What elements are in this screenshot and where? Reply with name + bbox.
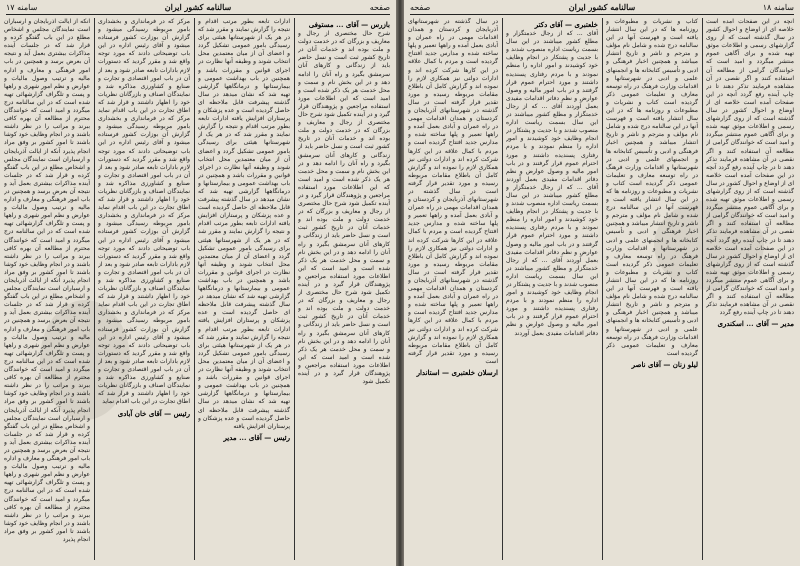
column-subheading: لیلو زنان — آقای ناصر — [631, 359, 698, 369]
column-subheading: رئیس — آقای ... مدیر — [223, 432, 290, 442]
right-header-title: سالنامه کشور ایران — [568, 2, 636, 12]
column-subheading: خلعتبری — آقای دکتر — [534, 20, 598, 29]
right-header-label: صفحه — [410, 3, 431, 12]
column-text: شرح حال مختصری از رجال و معاریف و بزرگان که در خدمت دولت و ملت بوده اند و خدمات آنان در تاریخ کشور ثبت است و نسل حاضر باید از زندگانی و کارهای آنان سرمشق بگیرد و راه آنان را ادامه دهد و در این بخش نام و سمت و محل خدمت هر یک ذکر شده است و امید است که این اطلاعات مورد استفاده مراجعین و پژوهندگان قرار گیرد و در آینده تکمیل شود شرح حال مختصری از رجال و معاریف و بزرگان که در خدمت دولت و ملت بوده اند و خدمات آنان در تاریخ کشور ثبت است و نسل حاضر باید از زندگانی و کارهای آنان سرمشق بگیرد و راه آنان را ادامه دهد و در این بخش نام و سمت و محل خدمت هر یک ذکر شده است و امید است که این اطلاعات مورد استفاده مراجعین و پژوهندگان قرار گیرد و در آینده تکمیل شود شرح حال مختصری از رجال و معاریف و بزرگان که در خدمت دولت و ملت بوده اند و خدمات آنان در تاریخ کشور ثبت است و نسل حاضر باید از زندگانی و کارهای آنان سرمشق بگیرد و راه آنان را ادامه دهد و در این بخش نام و سمت و محل خدمت هر یک ذکر شده است و امید است که این اطلاعات مورد استفاده مراجعین و پژوهندگان قرار گیرد و در آینده تکمیل شود شرح حال مختصری از رجال و معاریف و بزرگان که در خدمت دولت و ملت بوده اند و خدمات آنان در تاریخ کشور ثبت است و نسل حاضر باید از زندگانی و کارهای آنان سرمشق بگیرد و راه آنان را ادامه دهد و در این بخش نام و سمت و محل خدمت هر یک ذکر شده است و امید است که این اطلاعات مورد استفاده مراجعین و پژوهندگان قرار گیرد و در آینده تکمیل شود — [298, 30, 390, 386]
right-header-page-number: سامنه ۱۸ — [762, 3, 794, 12]
left-column-2 — [98, 18, 190, 560]
column-text: آنکه از ایالت آذربایجان و ارسباران است نمایندگان مجلس و اشخاص مطلع در این باب گفتگو کرده و قرار شد که در جلسات آینده مذاکرات بیشتری بعمل آید و نتیجه آن بعرض برسد و همچنین در باب امور فرهنگی و معارف و اداره مالیه و ترتیب وصول مالیات و عوارض و نظم امور شهری و راهها و پست و تلگراف گزارشهائی تهیه شده است که در این سالنامه درج میگردد و امید است که خوانندگان محترم از مطالعه آن بهره کافی ببرند و مراتب را در نظر داشته باشند و در انجام وظایف خود کوشا باشند تا امور کشور بر وفق مراد انجام پذیرد آنکه از ایالت آذربایجان و ارسباران است نمایندگان مجلس و اشخاص مطلع در این باب گفتگو کرده و قرار شد که در جلسات آینده مذاکرات بیشتری بعمل آید و نتیجه آن بعرض برسد و همچنین در باب امور فرهنگی و معارف و اداره مالیه و ترتیب وصول مالیات و عوارض و نظم امور شهری و راهها و پست و تلگراف گزارشهائی تهیه شده است که در این سالنامه درج میگردد و امید است که خوانندگان محترم از مطالعه آن بهره کافی ببرند و مراتب را در نظر داشته باشند و در انجام وظایف خود کوشا باشند تا امور کشور بر وفق مراد انجام پذیرد آنکه از ایالت آذربایجان و ارسباران است نمایندگان مجلس و اشخاص مطلع در این باب گفتگو کرده و قرار شد که در جلسات آینده مذاکرات بیشتری بعمل آید و نتیجه آن بعرض برسد و همچنین در باب امور فرهنگی و معارف و اداره مالیه و ترتیب وصول مالیات و عوارض و نظم امور شهری و راهها و پست و تلگراف گزارشهائی تهیه شده است که در این سالنامه درج میگردد و امید است که خوانندگان محترم از مطالعه آن بهره کافی ببرند و مراتب را در نظر داشته باشند و در انجام وظایف خود کوشا باشند تا امور کشور بر وفق مراد انجام پذیرد آنکه از ایالت آذربایجان و ارسباران است نمایندگان مجلس و اشخاص مطلع در این باب گفتگو کرده و قرار شد که در جلسات آینده مذاکرات بیشتری بعمل آید و نتیجه آن بعرض برسد و همچنین در باب امور فرهنگی و معارف و اداره مالیه و ترتیب وصول مالیات و عوارض و نظم امور شهری و راهها و پست و تلگراف گزارشهائی تهیه شده است که در این سالنامه درج میگردد و امید است که خوانندگان محترم از مطالعه آن بهره کافی ببرند و مراتب را در نظر داشته باشند و در انجام وظایف خود کوشا باشند تا امور کشور بر وفق مراد انجام پذیرد — [4, 18, 90, 543]
book-gutter — [396, 0, 404, 566]
left-page — [0, 0, 396, 566]
column-subheading: بازرس — آقای ... مستوفی — [308, 20, 390, 29]
column-text: ادارات تابعه بطور مرتب اقدام و نتیجه را گزارش نمایند و مقرر شد که در هر یک از شهرستانها هیئتی برای رسیدگی بامور عمومی تشکیل گردد و اعضای آن از میان معتمدین محل انتخاب شوند و وظیفه آنها نظارت در اجرای قوانین و مقررات باشد و همچنین در باب بهداشت عمومی و بیمارستانها و درمانگاهها گزارشی تهیه شد که نشان میدهد در سال گذشته پیشرفت قابل ملاحظه ای حاصل گردیده است و عده پزشکان و پرستاران افزایش یافته ادارات تابعه بطور مرتب اقدام و نتیجه را گزارش نمایند و مقرر شد که در هر یک از شهرستانها هیئتی برای رسیدگی بامور عمومی تشکیل گردد و اعضای آن از میان معتمدین محل انتخاب شوند و وظیفه آنها نظارت در اجرای قوانین و مقررات باشد و همچنین در باب بهداشت عمومی و بیمارستانها و درمانگاهها گزارشی تهیه شد که نشان میدهد در سال گذشته پیشرفت قابل ملاحظه ای حاصل گردیده است و عده پزشکان و پرستاران افزایش یافته ادارات تابعه بطور مرتب اقدام و نتیجه را گزارش نمایند و مقرر شد که در هر یک از شهرستانها هیئتی برای رسیدگی بامور عمومی تشکیل گردد و اعضای آن از میان معتمدین محل انتخاب شوند و وظیفه آنها نظارت در اجرای قوانین و مقررات باشد و همچنین در باب بهداشت عمومی و بیمارستانها و درمانگاهها گزارشی تهیه شد که نشان میدهد در سال گذشته پیشرفت قابل ملاحظه ای حاصل گردیده است و عده پزشکان و پرستاران افزایش یافته ادارات تابعه بطور مرتب اقدام و نتیجه را گزارش نمایند و مقرر شد که در هر یک از شهرستانها هیئتی برای رسیدگی بامور عمومی تشکیل گردد و اعضای آن از میان معتمدین محل انتخاب شوند و وظیفه آنها نظارت در اجرای قوانین و مقررات باشد و همچنین در باب بهداشت عمومی و بیمارستانها و درمانگاهها گزارشی تهیه شد که نشان میدهد در سال گذشته پیشرفت قابل ملاحظه ای حاصل گردیده است و عده پزشکان و پرستاران افزایش یافته — [198, 18, 290, 430]
column-divider — [502, 18, 503, 560]
column-subheading: مدیر — آقای ... اسکندری — [717, 319, 794, 329]
right-page — [404, 0, 800, 566]
column-subheading: رئیس — آقای خان آبادی — [117, 408, 190, 418]
right-column-4 — [706, 18, 794, 560]
column-divider — [294, 18, 295, 560]
column-text: آقای ... که از رجال خدمتگزار و مطلع کشور میباشند در این سال بسمت ریاست اداره منصوب شدند و با جدیت و پشتکار در انجام وظایف خود کوشیدند و امور اداره را منظم نمودند و با مردم رفتاری پسندیده داشتند و مورد احترام عموم قرار گرفتند و در باب امور مالیه و وصول عوارض و نظم دفاتر اقدامات مفیدی بعمل آوردند آقای ... که از رجال خدمتگزار و مطلع کشور میباشند در این سال بسمت ریاست اداره منصوب شدند و با جدیت و پشتکار در انجام وظایف خود کوشیدند و امور اداره را منظم نمودند و با مردم رفتاری پسندیده داشتند و مورد احترام عموم قرار گرفتند و در باب امور مالیه و وصول عوارض و نظم دفاتر اقدامات مفیدی بعمل آوردند آقای ... که از رجال خدمتگزار و مطلع کشور میباشند در این سال بسمت ریاست اداره منصوب شدند و با جدیت و پشتکار در انجام وظایف خود کوشیدند و امور اداره را منظم نمودند و با مردم رفتاری پسندیده داشتند و مورد احترام عموم قرار گرفتند و در باب امور مالیه و وصول عوارض و نظم دفاتر اقدامات مفیدی بعمل آوردند آقای ... که از رجال خدمتگزار و مطلع کشور میباشند در این سال بسمت ریاست اداره منصوب شدند و با جدیت و پشتکار در انجام وظایف خود کوشیدند و امور اداره را منظم نمودند و با مردم رفتاری پسندیده داشتند و مورد احترام عموم قرار گرفتند و در باب امور مالیه و وصول عوارض و نظم دفاتر اقدامات مفیدی بعمل آوردند — [506, 30, 598, 337]
column-divider — [702, 18, 703, 560]
column-text: آنچه در این صفحات آمده است خلاصه ای از اوضاع و احوال کشور در سال گذشته است که از روی گزارشهای رسمی و اطلاعات موثق تهیه شده و برای آگاهی عموم منتشر میگردد و امید است که خوانندگان گرامی از مطالعه آن استفاده کنند و اگر نقصی در آن مشاهده فرمایند تذکر دهند تا در چاپ آینده رفع گردد آنچه در این صفحات آمده است خلاصه ای از اوضاع و احوال کشور در سال گذشته است که از روی گزارشهای رسمی و اطلاعات موثق تهیه شده و برای آگاهی عموم منتشر میگردد و امید است که خوانندگان گرامی از مطالعه آن استفاده کنند و اگر نقصی در آن مشاهده فرمایند تذکر دهند تا در چاپ آینده رفع گردد آنچه در این صفحات آمده است خلاصه ای از اوضاع و احوال کشور در سال گذشته است که از روی گزارشهای رسمی و اطلاعات موثق تهیه شده و برای آگاهی عموم منتشر میگردد و امید است که خوانندگان گرامی از مطالعه آن استفاده کنند و اگر نقصی در آن مشاهده فرمایند تذکر دهند تا در چاپ آینده رفع گردد آنچه در این صفحات آمده است خلاصه ای از اوضاع و احوال کشور در سال گذشته است که از روی گزارشهای رسمی و اطلاعات موثق تهیه شده و برای آگاهی عموم منتشر میگردد و امید است که خوانندگان گرامی از مطالعه آن استفاده کنند و اگر نقصی در آن مشاهده فرمایند تذکر دهند تا در چاپ آینده رفع گردد — [706, 18, 794, 317]
column-text: مرکز که در فرمانداری و بخشداری بامور مربوطه رسیدگی میشود و گزارش آن بوزارت کشور فرستاده میشود و آقای رئیس اداره در این باب توضیحاتی دادند که مورد توجه واقع شد و مقرر گردید که دستورات لازم بادارات تابعه صادر شود و بعد از آن در باب امور اقتصادی و تجارت و صنایع و کشاورزی مذاکره شد و نمایندگان اصناف و بازرگانان نظریات خود را اظهار داشتند و قرار شد که اطاق تجارت در این باب اقدام نماید مرکز که در فرمانداری و بخشداری بامور مربوطه رسیدگی میشود و گزارش آن بوزارت کشور فرستاده میشود و آقای رئیس اداره در این باب توضیحاتی دادند که مورد توجه واقع شد و مقرر گردید که دستورات لازم بادارات تابعه صادر شود و بعد از آن در باب امور اقتصادی و تجارت و صنایع و کشاورزی مذاکره شد و نمایندگان اصناف و بازرگانان نظریات خود را اظهار داشتند و قرار شد که اطاق تجارت در این باب اقدام نماید مرکز که در فرمانداری و بخشداری بامور مربوطه رسیدگی میشود و گزارش آن بوزارت کشور فرستاده میشود و آقای رئیس اداره در این باب توضیحاتی دادند که مورد توجه واقع شد و مقرر گردید که دستورات لازم بادارات تابعه صادر شود و بعد از آن در باب امور اقتصادی و تجارت و صنایع و کشاورزی مذاکره شد و نمایندگان اصناف و بازرگانان نظریات خود را اظهار داشتند و قرار شد که اطاق تجارت در این باب اقدام نماید مرکز که در فرمانداری و بخشداری بامور مربوطه رسیدگی میشود و گزارش آن بوزارت کشور فرستاده میشود و آقای رئیس اداره در این باب توضیحاتی دادند که مورد توجه واقع شد و مقرر گردید که دستورات لازم بادارات تابعه صادر شود و بعد از آن در باب امور اقتصادی و تجارت و صنایع و کشاورزی مذاکره شد و نمایندگان اصناف و بازرگانان نظریات خود را اظهار داشتند و قرار شد که اطاق تجارت در این باب اقدام نماید — [98, 18, 190, 406]
left-header-title: سالنامه کشور ایران — [164, 2, 232, 12]
right-column-3 — [606, 18, 698, 560]
left-header-label: صفحه — [369, 3, 390, 12]
column-text: در سال گذشته در شهرستانهای آذربایجان و کردستان و همدان اقدامات مهمی در راه عمران و آبادی بعمل آمده و راهها تعمیر و پلها ساخته شده و مدارس جدید افتتاح گردیده است و مردم با کمال علاقه در این کارها شرکت کرده اند و ادارات دولتی نیز همکاری لازم را نموده اند و گزارش کامل آن باطلاع مقامات مربوطه رسیده و مورد تقدیر قرار گرفته است در سال گذشته در شهرستانهای آذربایجان و کردستان و همدان اقدامات مهمی در راه عمران و آبادی بعمل آمده و راهها تعمیر و پلها ساخته شده و مدارس جدید افتتاح گردیده است و مردم با کمال علاقه در این کارها شرکت کرده اند و ادارات دولتی نیز همکاری لازم را نموده اند و گزارش کامل آن باطلاع مقامات مربوطه رسیده و مورد تقدیر قرار گرفته است در سال گذشته در شهرستانهای آذربایجان و کردستان و همدان اقدامات مهمی در راه عمران و آبادی بعمل آمده و راهها تعمیر و پلها ساخته شده و مدارس جدید افتتاح گردیده است و مردم با کمال علاقه در این کارها شرکت کرده اند و ادارات دولتی نیز همکاری لازم را نموده اند و گزارش کامل آن باطلاع مقامات مربوطه رسیده و مورد تقدیر قرار گرفته است در سال گذشته در شهرستانهای آذربایجان و کردستان و همدان اقدامات مهمی در راه عمران و آبادی بعمل آمده و راهها تعمیر و پلها ساخته شده و مدارس جدید افتتاح گردیده است و مردم با کمال علاقه در این کارها شرکت کرده اند و ادارات دولتی نیز همکاری لازم را نموده اند و گزارش کامل آن باطلاع مقامات مربوطه رسیده و مورد تقدیر قرار گرفته است — [408, 18, 498, 365]
left-header-page-number: سامنه ۱۷ — [6, 3, 38, 12]
column-divider — [94, 18, 95, 560]
column-subheading: ارسلان خلعتبری — استاندار — [416, 368, 498, 378]
left-page-header — [6, 2, 390, 15]
left-column-3 — [198, 18, 290, 560]
left-column-1 — [4, 18, 90, 560]
right-column-1 — [408, 18, 498, 560]
left-column-4 — [298, 18, 390, 560]
right-page-header — [410, 2, 794, 15]
column-divider — [194, 18, 195, 560]
column-text: کتاب و نشریات و مطبوعات و روزنامه ها که در این سال انتشار یافته است و فهرست آنها در این سالنامه درج شده و شامل نام مؤلف و مترجم و ناشر و تاریخ انتشار میباشد و همچنین اخبار فرهنگی و ادبی و تأسیس کتابخانه ها و انجمنهای علمی و ادبی در شهرستانها و اقدامات وزارت فرهنگ در راه توسعه معارف و تعلیمات عمومی ذکر گردیده است کتاب و نشریات و مطبوعات و روزنامه ها که در این سال انتشار یافته است و فهرست آنها در این سالنامه درج شده و شامل نام مؤلف و مترجم و ناشر و تاریخ انتشار میباشد و همچنین اخبار فرهنگی و ادبی و تأسیس کتابخانه ها و انجمنهای علمی و ادبی در شهرستانها و اقدامات وزارت فرهنگ در راه توسعه معارف و تعلیمات عمومی ذکر گردیده است کتاب و نشریات و مطبوعات و روزنامه ها که در این سال انتشار یافته است و فهرست آنها در این سالنامه درج شده و شامل نام مؤلف و مترجم و ناشر و تاریخ انتشار میباشد و همچنین اخبار فرهنگی و ادبی و تأسیس کتابخانه ها و انجمنهای علمی و ادبی در شهرستانها و اقدامات وزارت فرهنگ در راه توسعه معارف و تعلیمات عمومی ذکر گردیده است کتاب و نشریات و مطبوعات و روزنامه ها که در این سال انتشار یافته است و فهرست آنها در این سالنامه درج شده و شامل نام مؤلف و مترجم و ناشر و تاریخ انتشار میباشد و همچنین اخبار فرهنگی و ادبی و تأسیس کتابخانه ها و انجمنهای علمی و ادبی در شهرستانها و اقدامات وزارت فرهنگ در راه توسعه معارف و تعلیمات عمومی ذکر گردیده است — [606, 18, 698, 357]
right-column-2 — [506, 18, 598, 560]
column-divider — [602, 18, 603, 560]
